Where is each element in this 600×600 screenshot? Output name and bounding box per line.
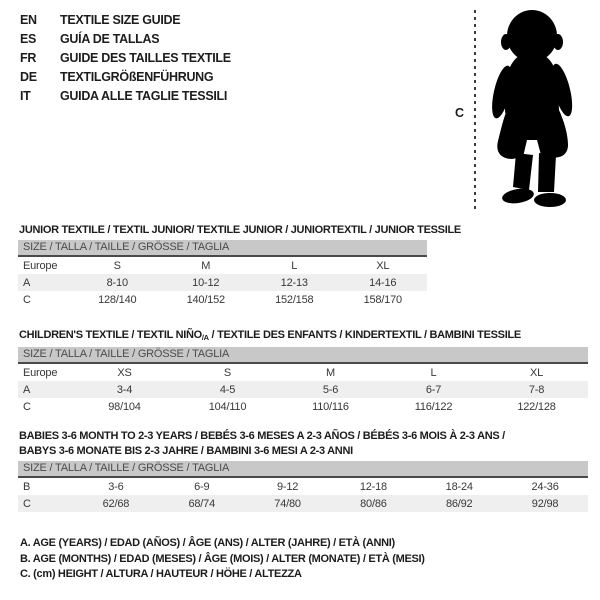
size-cell: 98/104 <box>108 400 141 413</box>
size-cell: 62/68 <box>102 497 130 510</box>
size-cell: 68/74 <box>188 497 215 510</box>
baby-silhouette-icon <box>482 8 582 212</box>
size-cell: 6-9 <box>194 480 210 493</box>
size-cell: 158/170 <box>363 293 402 306</box>
table-row-europe <box>18 257 427 274</box>
row-label: A <box>23 276 31 289</box>
title-line-1: BABIES 3-6 MONTH TO 2-3 YEARS / BEBÉS 3-6 MESES A 2-3 AÑOS / BÉBÉS 3-6 MOIS À 2-3 ANS / <box>19 430 505 443</box>
size-header-label: SIZE / TALLA / TAILLE / GRÖSSE / TAGLIA <box>23 348 230 360</box>
size-cell: 9-12 <box>276 480 299 493</box>
size-cell: S <box>223 366 232 379</box>
row-label: Europe <box>23 366 58 379</box>
size-cell: 5-6 <box>322 383 339 396</box>
size-cell: 80/86 <box>360 497 387 510</box>
row-label: B <box>23 480 31 493</box>
size-cell: 6-7 <box>425 383 442 396</box>
size-cell: 110/116 <box>312 400 349 413</box>
size-cell: M <box>326 366 335 379</box>
row-label: Europe <box>23 259 58 272</box>
size-cell: 92/98 <box>531 497 559 510</box>
size-cell: 152/158 <box>275 293 314 306</box>
size-cell: 4-5 <box>219 383 236 396</box>
language-code: ES <box>20 32 37 46</box>
language-code: EN <box>20 13 37 27</box>
table-row-height <box>18 398 588 415</box>
table-row-age <box>18 381 588 398</box>
size-cell: 74/80 <box>274 497 301 510</box>
language-label: GUÍA DE TALLAS <box>60 32 160 46</box>
size-header-label: SIZE / TALLA / TAILLE / GRÖSSE / TAGLIA <box>23 241 230 253</box>
size-cell: 10-12 <box>192 276 220 289</box>
language-label: GUIDA ALLE TAGLIE TESSILI <box>60 89 228 103</box>
language-row-it <box>20 87 231 106</box>
language-row-es <box>20 30 231 49</box>
size-cell: L <box>430 366 437 379</box>
children-size-table <box>18 347 588 415</box>
language-code: FR <box>20 51 37 65</box>
size-header-bar <box>18 461 588 478</box>
language-code: IT <box>20 89 31 103</box>
size-cell: 7-8 <box>528 383 545 396</box>
babies-size-table <box>18 461 588 512</box>
row-label: C <box>23 293 31 306</box>
size-cell: 24-36 <box>531 480 559 493</box>
language-row-fr <box>20 49 231 68</box>
junior-size-table <box>18 240 427 308</box>
row-label: A <box>23 383 31 396</box>
size-cell: M <box>201 259 211 272</box>
language-code: DE <box>20 70 37 84</box>
language-list <box>20 11 231 106</box>
size-header-label: SIZE / TALLA / TAILLE / GRÖSSE / TAGLIA <box>23 462 230 474</box>
language-row-de <box>20 68 231 87</box>
table-row-europe <box>18 364 588 381</box>
size-cell: 3-4 <box>116 383 133 396</box>
row-label: C <box>23 497 31 510</box>
legend-note-a: A. AGE (YEARS) / EDAD (AÑOS) / ÂGE (ANS) / ALTER (JAHRE) / ETÀ (ANNI) <box>20 537 395 549</box>
size-cell: 128/140 <box>98 293 137 306</box>
language-row-en <box>20 11 231 30</box>
size-cell: 104/110 <box>208 400 247 413</box>
size-cell: 8-10 <box>106 276 128 289</box>
height-dashed-line <box>474 10 476 212</box>
junior-table-title: JUNIOR TEXTILE / TEXTIL JUNIOR/ TEXTILE JUNIOR / JUNIORTEXTIL / JUNIOR TESSILE <box>19 224 461 237</box>
size-cell: 14-16 <box>369 276 397 289</box>
table-row-height <box>18 291 427 308</box>
children-table-title <box>19 329 521 342</box>
row-label: C <box>23 400 31 413</box>
legend-note-c: C. (cm) HEIGHT / ALTURA / HAUTEUR / HÖHE / ALTEZZA <box>20 568 302 580</box>
size-cell: 18-24 <box>445 480 473 493</box>
size-cell: 3-6 <box>108 480 124 493</box>
size-cell: XL <box>529 366 544 379</box>
table-row-height <box>18 495 588 512</box>
language-label: TEXTILE SIZE GUIDE <box>60 13 181 27</box>
size-cell: S <box>113 259 121 272</box>
size-cell: L <box>291 259 298 272</box>
language-label: TEXTILGRÖßENFÜHRUNG <box>60 70 214 84</box>
size-cell: 12-18 <box>359 480 387 493</box>
title-text: / TEXTILE DES ENFANTS / KINDERTEXTIL / BAMBINI TESSILE <box>208 329 521 342</box>
size-cell: 140/152 <box>186 293 225 306</box>
size-cell: 86/92 <box>445 497 473 510</box>
title-subscript: /A <box>201 333 209 343</box>
language-label: GUIDE DES TAILLES TEXTILE <box>60 51 231 65</box>
size-cell: XS <box>117 366 132 379</box>
legend-notes <box>20 536 425 583</box>
size-cell: 122/128 <box>517 400 556 413</box>
babies-table-title <box>19 429 505 459</box>
size-header-bar <box>18 347 588 364</box>
title-line-2: BABYS 3-6 MONATE BIS 2-3 JAHRE / BAMBINI 3-6 MESI A 2-3 ANNI <box>19 445 353 458</box>
size-header-bar <box>18 240 427 257</box>
size-cell: XL <box>376 259 390 272</box>
table-row-age <box>18 274 427 291</box>
size-cell: 12-13 <box>280 276 308 289</box>
table-row-months <box>18 478 588 495</box>
size-cell: 116/122 <box>414 400 453 413</box>
height-measure-label: C <box>455 106 465 120</box>
legend-note-b: B. AGE (MONTHS) / EDAD (MESES) / ÂGE (MOIS) / ALTER (MONATE) / ETÀ (MESI) <box>20 552 425 565</box>
title-text: CHILDREN'S TEXTILE / TEXTIL NIÑO <box>19 329 202 342</box>
